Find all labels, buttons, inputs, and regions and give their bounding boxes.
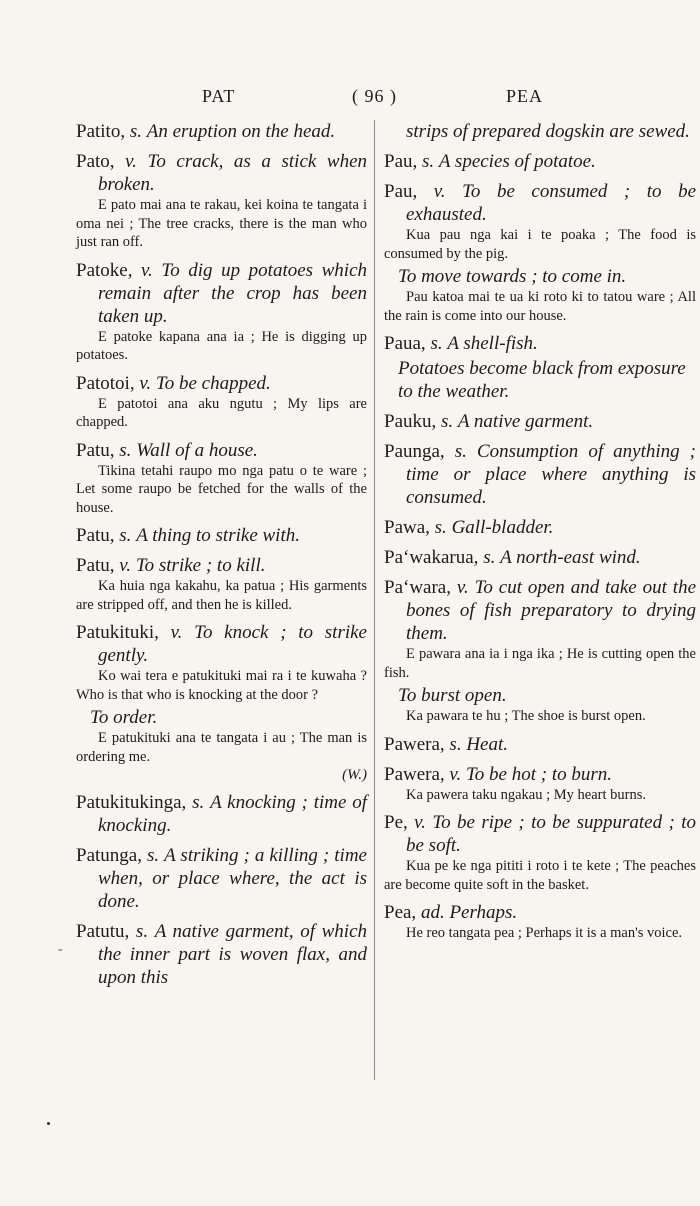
dictionary-entry: [384, 733, 696, 756]
dictionary-entry: [384, 410, 696, 433]
entry-head: [76, 920, 367, 989]
definition: A species of potatoe.: [438, 151, 596, 172]
headword: Patu,: [76, 525, 115, 546]
usage-example: E patotoi ana aku ngutu ; My lips are chapped.: [76, 395, 367, 430]
dictionary-entry: [76, 920, 367, 989]
column-divider: [374, 120, 375, 1080]
entry-head: [384, 516, 696, 539]
part-of-speech: s.: [192, 792, 205, 813]
part-of-speech: s.: [422, 151, 435, 172]
part-of-speech: v.: [119, 555, 132, 576]
definition: A shell-fish.: [447, 333, 538, 354]
usage-example: E patoke kapana ana ia ; He is digging up potatoes.: [76, 328, 367, 363]
entry-head: [76, 524, 367, 547]
dictionary-entry: [76, 259, 367, 365]
part-of-speech: ad.: [420, 902, 445, 923]
part-of-speech: s.: [430, 333, 443, 354]
definition: To be ripe ; to be suppurated ; to be soft.: [406, 812, 697, 856]
part-of-speech: v.: [125, 151, 137, 172]
page-header: [0, 86, 700, 108]
definition: A striking ; a killing ; time when, or place where, the act is done.: [98, 845, 367, 912]
usage-example: Ka huia nga kakahu, ka patua ; His garments are stripped off, and then he is killed.: [76, 578, 367, 613]
part-of-speech: v.: [449, 763, 462, 785]
definition: Gall-bladder.: [451, 517, 554, 538]
dictionary-entry: [76, 844, 367, 913]
part-of-speech: s.: [129, 121, 142, 142]
definition: A thing to strike with.: [136, 525, 300, 546]
definition: To be hot ; to burn.: [465, 763, 612, 785]
continued-definition: strips of prepared dogskin are sewed.: [406, 121, 690, 142]
definition: To cut open and take out the bones of fish preparatory to drying them.: [406, 577, 696, 644]
entry-head: [384, 576, 696, 645]
headword: Patukituki,: [76, 622, 159, 643]
usage-example: Ka pawera taku ngakau ; My heart burns.: [406, 786, 646, 803]
dictionary-entry: [384, 516, 696, 539]
definition: Wall of a house.: [136, 439, 258, 461]
definition: To crack, as a stick when broken.: [98, 151, 368, 195]
part-of-speech: v.: [139, 372, 152, 394]
dictionary-entry: [384, 150, 696, 173]
entry-head: [76, 259, 367, 328]
dictionary-entry: [384, 763, 696, 805]
headword: Paunga,: [384, 441, 445, 462]
usage-example: Kua pau nga kai i te poaka ; The food is consumed by the pig.: [384, 227, 696, 262]
entry-head: [76, 554, 367, 577]
sub-sense: To move towards ; to come in.: [398, 266, 627, 287]
usage-example: Ko wai tera e patukituki mai ra i te kuwaha ? Who is that who is knocking at the door ?: [76, 668, 367, 703]
entry-head: [76, 372, 367, 395]
header-left-guide-word: PAT: [202, 86, 236, 106]
headword: Patotoi,: [76, 372, 135, 394]
headword: Patutu,: [76, 921, 130, 942]
dictionary-entry: [76, 621, 367, 784]
definition: To dig up potatoes which remain after the crop has been taken up.: [98, 259, 367, 327]
definition: A knocking ; time of knocking.: [98, 792, 367, 836]
part-of-speech: s.: [434, 517, 447, 538]
entry-head: [76, 621, 367, 667]
headword: Pato,: [76, 151, 115, 172]
headword: Pea,: [384, 902, 417, 923]
headword: Patu,: [76, 555, 115, 576]
dictionary-entry: [384, 576, 696, 726]
part-of-speech: v.: [170, 622, 183, 643]
headword: Pe,: [384, 812, 408, 833]
dictionary-entry: [384, 120, 696, 143]
definition: To strike ; to kill.: [135, 555, 266, 576]
definition: A north-east wind.: [500, 547, 641, 568]
entry-head: [384, 410, 696, 433]
part-of-speech: v.: [414, 812, 426, 833]
usage-example: E pawara ana ia i nga ika ; He is cutting open the fish.: [384, 646, 696, 681]
part-of-speech: s.: [146, 845, 160, 866]
headword: Patukitukinga,: [76, 792, 187, 813]
entry-head: [384, 150, 696, 173]
entry-head: [76, 439, 367, 462]
definition: To knock ; to strike gently.: [98, 622, 367, 666]
part-of-speech: s.: [483, 547, 496, 568]
part-of-speech: s.: [119, 525, 132, 546]
page-number: ( 96 ): [352, 86, 397, 106]
dictionary-entry: [384, 180, 696, 325]
entry-head: [76, 120, 367, 143]
headword: Patito,: [76, 121, 126, 142]
definition: A native garment.: [457, 411, 594, 432]
entry-head: [384, 901, 696, 924]
headword: Patunga,: [76, 845, 142, 866]
part-of-speech: s.: [441, 411, 454, 432]
sub-sense: To order.: [90, 707, 158, 728]
dictionary-entry: [76, 372, 367, 432]
header-right-guide-word: PEA: [506, 86, 544, 106]
part-of-speech: s.: [135, 921, 149, 942]
dictionary-entry: [76, 439, 367, 518]
source-note: (W.): [342, 767, 367, 783]
entry-head: [384, 763, 696, 786]
sub-sense: Potatoes become black from exposure to the weather.: [398, 358, 686, 402]
dictionary-entry: [384, 546, 696, 569]
headword: Paʻwara,: [384, 577, 451, 598]
dictionary-entry: [76, 791, 367, 837]
headword: Pau,: [384, 151, 418, 172]
part-of-speech: v.: [433, 181, 446, 202]
definition: Consumption of anything ; time or place where anything is consumed.: [406, 441, 697, 508]
entry-head: [384, 546, 696, 569]
entry-head: [384, 440, 696, 509]
entry-head: [76, 791, 367, 837]
headword: Paua,: [384, 333, 426, 354]
definition: To be chapped.: [155, 372, 271, 394]
sub-sense: To burst open.: [398, 685, 507, 706]
usage-example: E pato mai ana te rakau, kei koina te tangata i oma nei ; The tree cracks, there is the man who just ran off.: [76, 197, 367, 250]
headword: Paʻwakarua,: [384, 547, 479, 568]
definition: An eruption on the head.: [146, 121, 336, 142]
entry-head: [76, 150, 367, 196]
sub-sense-example: Pau katoa mai te ua ki roto ki to tatou ware ; All the rain is come into our house.: [384, 289, 696, 324]
left-column: [76, 120, 367, 996]
margin-mark: -: [58, 942, 63, 957]
dictionary-entry: [384, 332, 696, 403]
dictionary-entry: [384, 811, 696, 894]
headword: Pawa,: [384, 517, 430, 538]
right-column: [384, 120, 696, 950]
headword: Pauku,: [384, 411, 437, 432]
usage-example: Kua pe ke nga pititi i roto i te kete ; The peaches are become quite soft in the basket.: [384, 858, 696, 893]
entry-head: [384, 332, 696, 355]
usage-example: Tikina tetahi raupo mo nga patu o te ware ; Let some raupo be fetched for the walls of the house.: [76, 462, 367, 516]
entry-head: [76, 844, 367, 913]
part-of-speech: s.: [454, 441, 467, 462]
dictionary-entry: [384, 901, 696, 943]
sub-sense-example: Ka pawara te hu ; The shoe is burst open.: [406, 708, 646, 724]
sub-sense-example: E patukituki ana te tangata i au ; The man is ordering me.: [76, 730, 367, 765]
part-of-speech: s.: [449, 733, 462, 755]
dictionary-entry: [76, 120, 367, 143]
headword: Pawera,: [384, 733, 445, 755]
part-of-speech: v.: [141, 259, 153, 281]
dictionary-entry: [76, 524, 367, 547]
usage-example: He reo tangata pea ; Perhaps it is a man's voice.: [406, 925, 683, 941]
headword: Pau,: [384, 181, 418, 202]
headword: Patoke,: [76, 259, 133, 281]
definition: To be consumed ; to be exhausted.: [406, 181, 697, 225]
dictionary-entry: [76, 150, 367, 252]
entry-head: [384, 180, 696, 226]
part-of-speech: s.: [119, 439, 132, 461]
part-of-speech: v.: [456, 577, 469, 598]
dictionary-entry: [76, 554, 367, 614]
dictionary-entry: [384, 440, 696, 509]
entry-head: [384, 733, 696, 756]
definition: A native garment, of which the inner part is woven flax, and upon this: [98, 921, 368, 988]
definition: Heat.: [466, 733, 509, 755]
definition: Perhaps.: [449, 902, 518, 923]
headword: Pawera,: [384, 763, 445, 785]
entry-head: [384, 811, 696, 857]
page-speck: [47, 1122, 50, 1125]
headword: Patu,: [76, 439, 115, 461]
